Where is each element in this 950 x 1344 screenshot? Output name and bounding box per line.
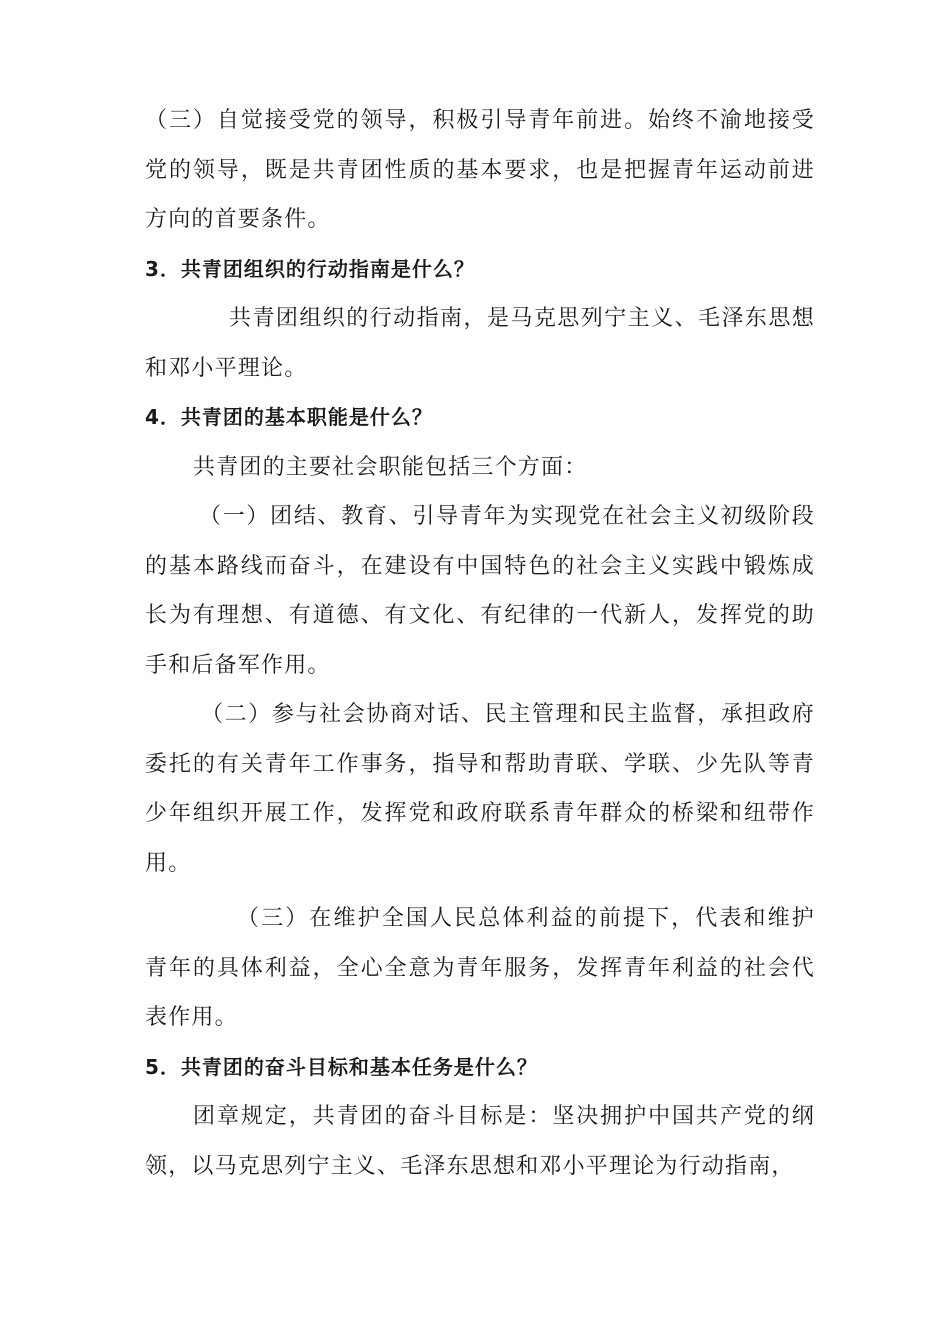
paragraph-function-3: （三）在维护全国人民总体利益的前提下，代表和维护青年的具体利益，全心全意为青年服务，发挥青年利益的社会代表作用。 [145, 906, 815, 1030]
paragraph-functions-intro: 共青团的主要社会职能包括三个方面： [193, 454, 588, 480]
heading-question-4: 4．共青团的基本职能是什么？ [145, 405, 433, 429]
heading-question-3: 3．共青团组织的行动指南是什么？ [145, 256, 475, 281]
heading-question-5: 5．共青团的奋斗目标和基本任务是什么？ [145, 1054, 538, 1079]
paragraph-function-1: （一）团结、教育、引导青年为实现党在社会主义初级阶段的基本路线而奋斗，在建设有中国特色的社会主义实践中锻炼成长为有理想、有道德、有文化、有纪律的一代新人，发挥党的助手和后备军作用。 [145, 504, 815, 678]
paragraph-action-guide: 共青团组织的行动指南，是马克思列宁主义、毛泽东思想和邓小平理论。 [145, 306, 815, 381]
paragraph-function-2: （二）参与社会协商对话、民主管理和民主监督，承担政府委托的有关青年工作事务，指导和帮助青联、学联、少先队等青少年组织开展工作，发挥党和政府联系青年群众的桥梁和纽带作用。 [145, 702, 815, 876]
paragraph-goals: 团章规定，共青团的奋斗目标是：坚决拥护中国共产党的纲领，以马克思列宁主义、毛泽东思想和邓小平理论为行动指南， [145, 1104, 815, 1179]
paragraph-party-leadership: （三）自觉接受党的领导，积极引导青年前进。始终不渝地接受党的领导，既是共青团性质的基本要求，也是把握青年运动前进方向的首要条件。 [145, 108, 815, 232]
document-body [145, 96, 815, 1191]
